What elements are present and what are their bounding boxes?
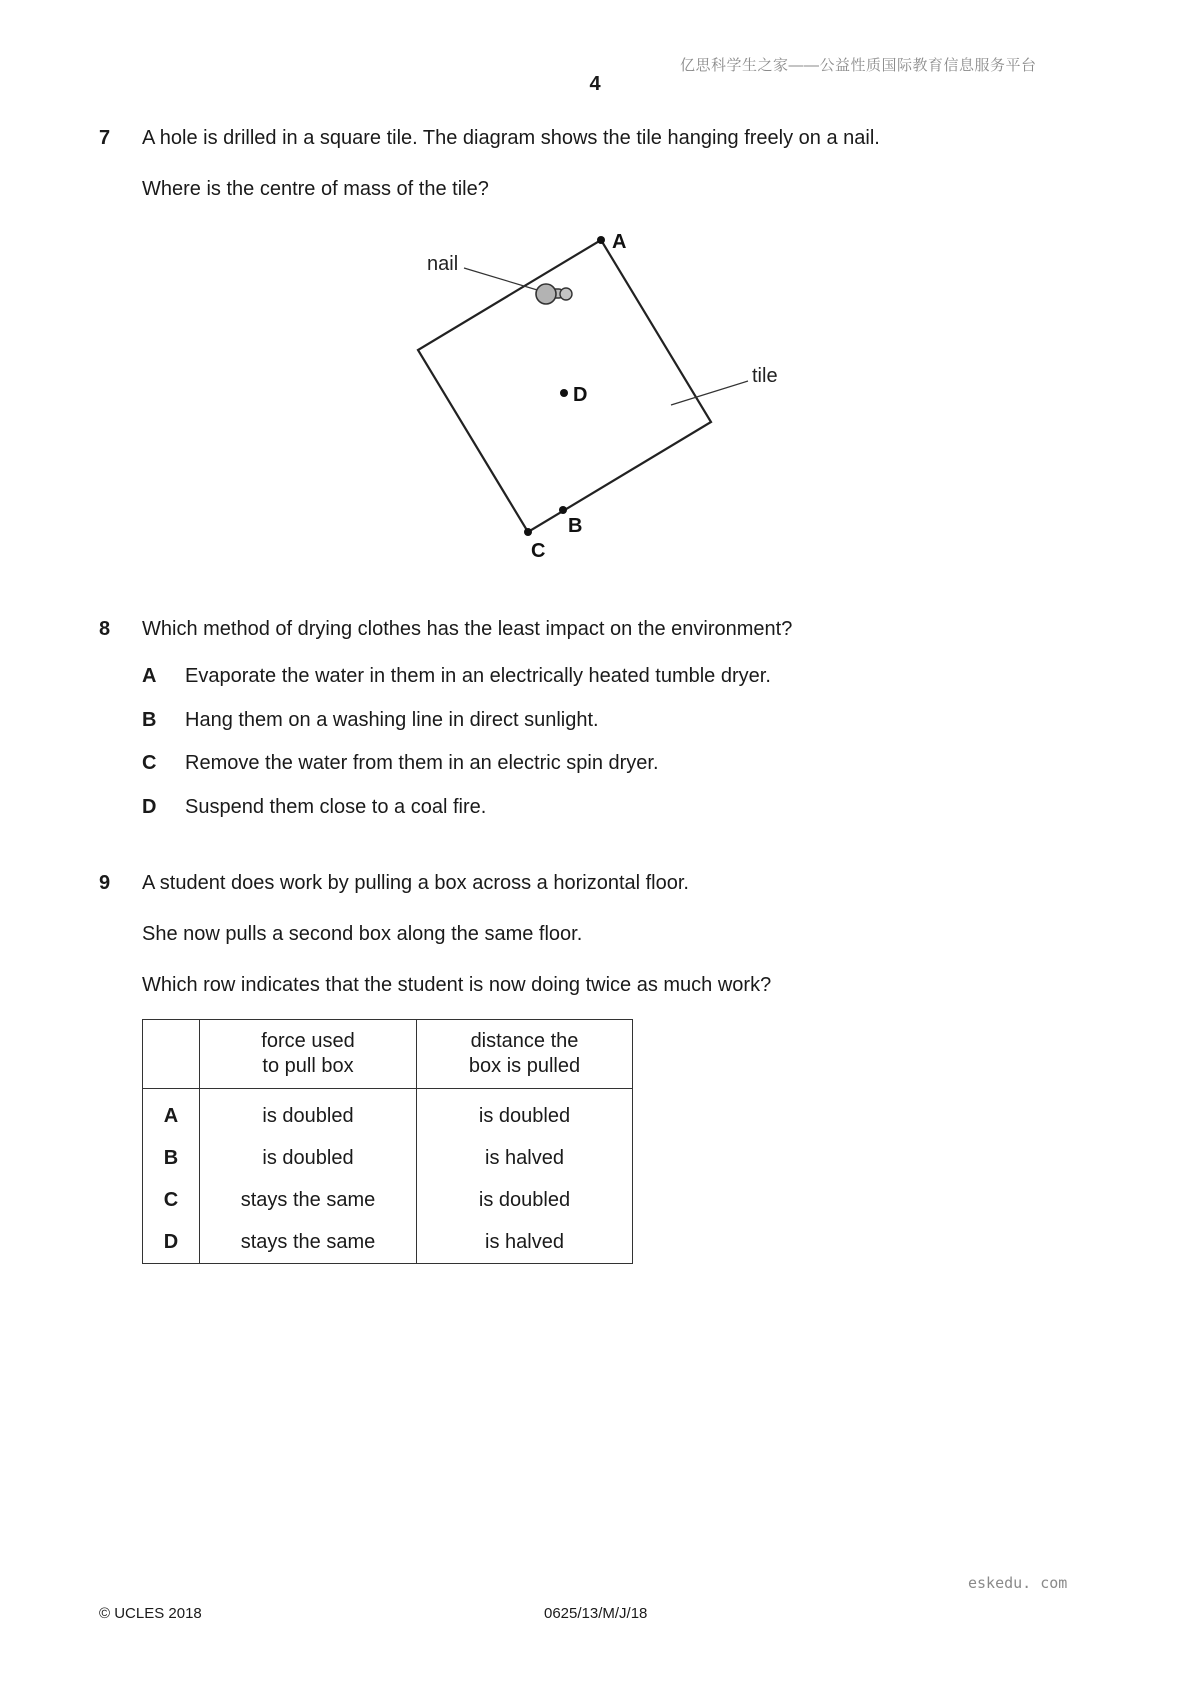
table-row — [143, 1089, 633, 1138]
nail-label: nail — [427, 253, 459, 275]
point-c-label: C — [531, 540, 546, 562]
q8-option-b-text: Hang them on a washing line in direct sunlight. — [185, 709, 599, 731]
table-header-empty — [143, 1020, 200, 1089]
question-9-text-2: She now pulls a second box along the same floor. — [142, 923, 583, 945]
q8-option-a-letter: A — [142, 665, 157, 687]
table-row-force: stays the same — [200, 1221, 417, 1264]
header-watermark: 亿思科学生之家——公益性质国际教育信息服务平台 — [680, 57, 1037, 74]
table-row-distance: is doubled — [417, 1089, 633, 1138]
tile-diagram — [0, 0, 1190, 600]
table-row-force: is doubled — [200, 1137, 417, 1179]
table-row — [143, 1179, 633, 1221]
q8-option-d-text: Suspend them close to a coal fire. — [185, 796, 487, 818]
point-d-label: D — [573, 384, 588, 406]
table-header-force-line2: to pull box — [262, 1055, 354, 1077]
table-header-distance — [417, 1020, 633, 1089]
question-7-prompt: Where is the centre of mass of the tile? — [142, 178, 489, 200]
table-row-distance: is halved — [417, 1221, 633, 1264]
q8-option-c-letter: C — [142, 752, 157, 774]
q8-option-c-text: Remove the water from them in an electric spin dryer. — [185, 752, 659, 774]
table-row-letter: C — [143, 1179, 200, 1221]
question-9-text: A student does work by pulling a box across a horizontal floor. — [142, 872, 689, 894]
question-9-prompt: Which row indicates that the student is now doing twice as much work? — [142, 974, 772, 996]
footer-copyright: © UCLES 2018 — [99, 1605, 202, 1622]
table-row-letter: B — [143, 1137, 200, 1179]
table-header-force — [200, 1020, 417, 1089]
page-number: 4 — [589, 73, 601, 95]
q8-option-b-letter: B — [142, 709, 157, 731]
tile-leader-line — [671, 381, 748, 405]
point-b-dot — [559, 506, 567, 514]
question-9-number: 9 — [99, 872, 111, 894]
table-row-force: stays the same — [200, 1179, 417, 1221]
question-7-number: 7 — [99, 127, 111, 149]
q8-option-a-text: Evaporate the water in them in an electrically heated tumble dryer. — [185, 665, 771, 687]
question-7-text: A hole is drilled in a square tile. The diagram shows the tile hanging freely on a nail. — [142, 127, 880, 149]
point-c-dot — [524, 528, 532, 536]
table-header-distance-line2: box is pulled — [468, 1055, 581, 1077]
question-8-number: 8 — [99, 618, 111, 640]
table-header-distance-line1: distance the — [470, 1030, 579, 1052]
point-a-dot — [597, 236, 605, 244]
point-b-label: B — [568, 515, 583, 537]
question-8-text: Which method of drying clothes has the least impact on the environment? — [142, 618, 793, 640]
work-table — [142, 1019, 633, 1264]
table-row-distance: is doubled — [417, 1179, 633, 1221]
table-header-force-line1: force used — [261, 1030, 355, 1052]
q8-option-d-letter: D — [142, 796, 157, 818]
tile-label: tile — [752, 365, 778, 387]
nail-leader-line — [464, 268, 544, 292]
table-row — [143, 1221, 633, 1264]
table-row-distance: is halved — [417, 1137, 633, 1179]
nail-icon — [536, 284, 572, 304]
table-header-row — [143, 1020, 633, 1089]
footer-watermark: eskedu. com — [968, 1574, 1068, 1592]
table-row — [143, 1137, 633, 1179]
table-row-letter: A — [143, 1089, 200, 1138]
tile-square — [418, 240, 711, 532]
point-d-dot — [560, 389, 568, 397]
table-row-force: is doubled — [200, 1089, 417, 1138]
footer-code: 0625/13/M/J/18 — [544, 1605, 648, 1622]
point-a-label: A — [612, 231, 627, 253]
table-row-letter: D — [143, 1221, 200, 1264]
